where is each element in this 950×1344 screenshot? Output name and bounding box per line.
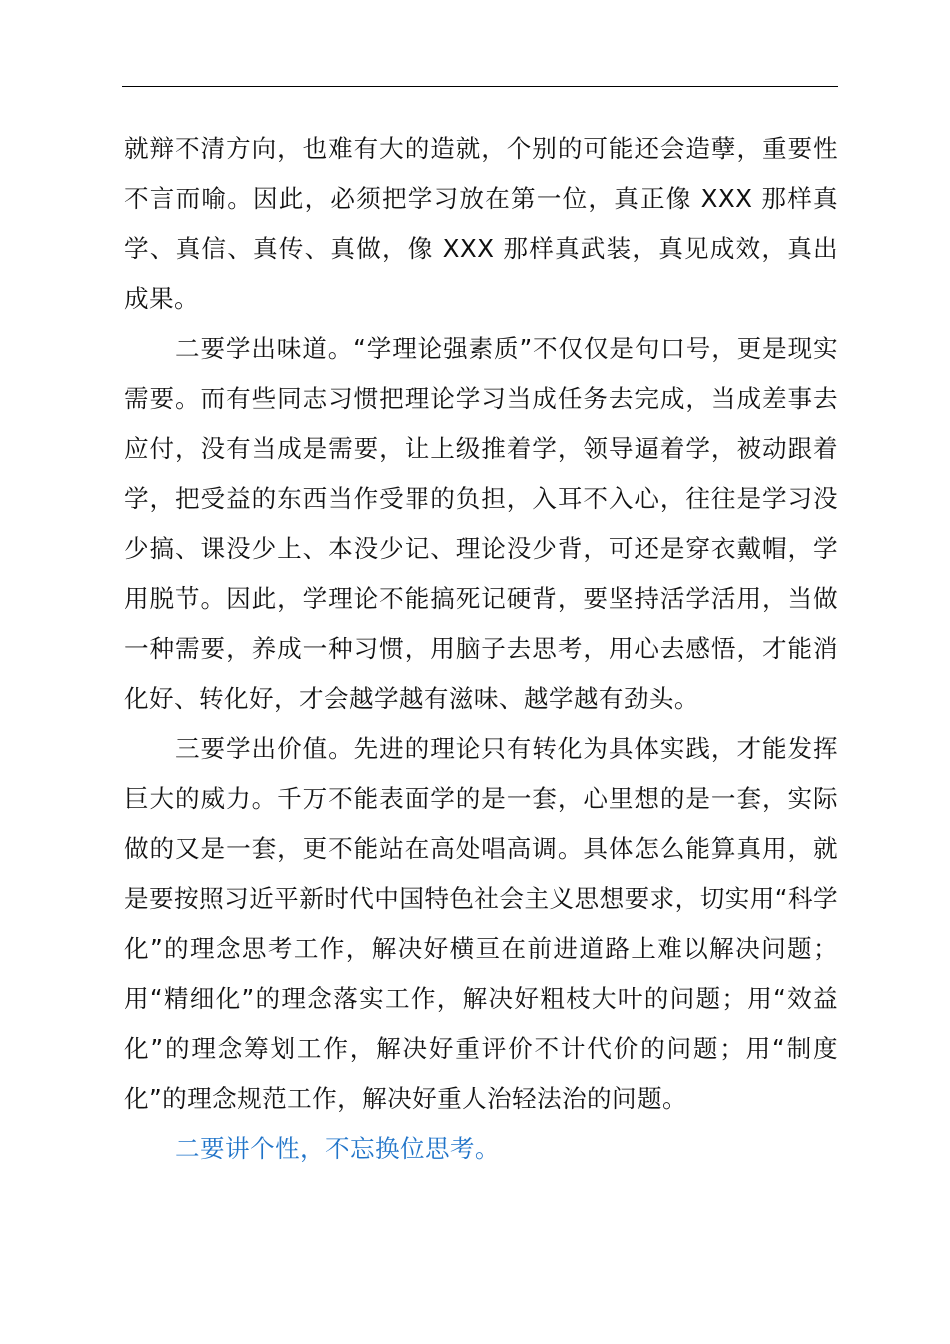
header-rule	[122, 86, 838, 87]
section-heading: 二要讲个性，不忘换位思考。	[175, 1134, 500, 1163]
document-body	[124, 124, 838, 1174]
paragraph-continuation: 就辩不清方向，也难有大的造就，个别的可能还会造孽，重要性不言而喻。因此，必须把学习放在第一位，真正像 XXX 那样真学、真信、真传、真做，像 XXX 那样真武装，真见成效，真出成果。	[124, 134, 838, 313]
paragraph-point-two: 二要学出味道。“学理论强素质”不仅仅是句口号，更是现实需要。而有些同志习惯把理论学习当成任务去完成，当成差事去应付，没有当成是需要，让上级推着学，领导逼着学，被动跟着学，把受益的东西当作受罪的负担，入耳不入心，往往是学习没少搞、课没少上、本没少记、理论没少背，可还是穿衣戴帽，学用脱节。因此，学理论不能搞死记硬背，要坚持活学活用，当做一种需要，养成一种习惯，用脑子去思考，用心去感悟，才能消化好、转化好，才会越学越有滋味、越学越有劲头。	[124, 334, 838, 713]
paragraph-point-three: 三要学出价值。先进的理论只有转化为具体实践，才能发挥巨大的威力。千万不能表面学的是一套，心里想的是一套，实际做的又是一套，更不能站在高处唱高调。具体怎么能算真用，就是要按照习近平新时代中国特色社会主义思想要求，切实用“科学化”的理念思考工作，解决好横亘在前进道路上难以解决问题；用“精细化”的理念落实工作，解决好粗枝大叶的问题；用“效益化”的理念筹划工作，解决好重评价不计代价的问题；用“制度化”的理念规范工作，解决好重人治轻法治的问题。	[124, 734, 838, 1113]
